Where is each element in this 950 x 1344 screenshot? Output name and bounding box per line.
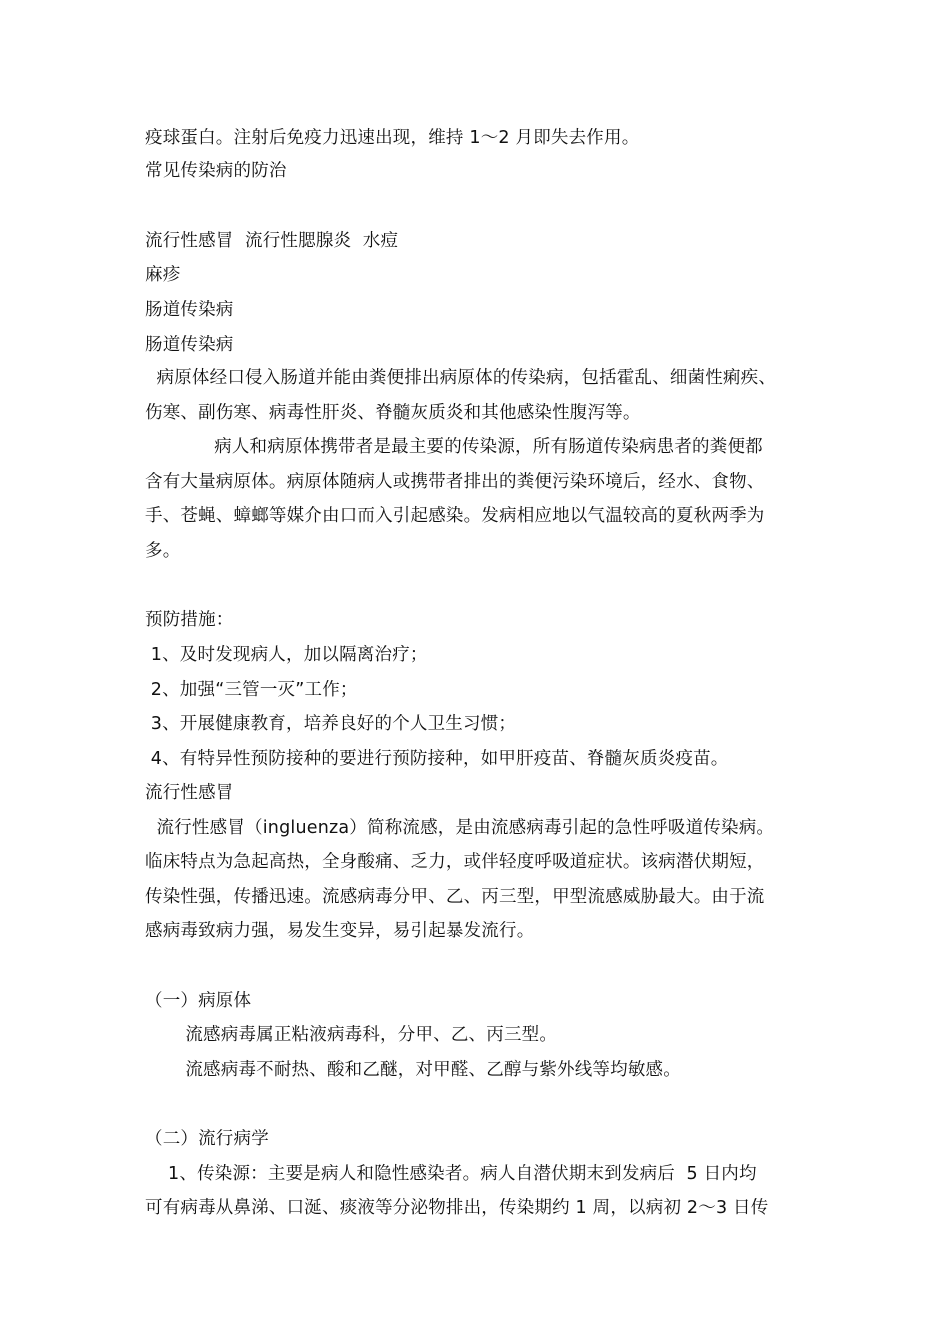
text-line: 含有大量病原体。病原体随病人或携带者排出的粪便污染环境后，经水、食物、 [145,472,765,492]
text-line: 临床特点为急起高热，全身酸痛、乏力，或伴轻度呼吸道症状。该病潜伏期短， [145,852,765,872]
text-line: 疫球蛋白。注射后免疫力迅速出现，维持 1～2 月即失去作用。 [145,128,640,148]
text-line: 感病毒致病力强，易发生变异，易引起暴发流行。 [145,921,535,941]
text-line: 1、传染源：主要是病人和隐性感染者。病人自潜伏期末到发病后 5 日内均 [145,1164,757,1184]
list-item: 1、及时发现病人，加以隔离治疗； [145,645,428,665]
text-line: 流感病毒不耐热、酸和乙醚，对甲醛、乙醇与紫外线等均敏感。 [145,1060,681,1080]
section-heading: （一）病原体 [145,991,252,1011]
text-line: 流感病毒属正粘液病毒科，分甲、乙、丙三型。 [145,1025,558,1045]
section-heading: 预防措施： [145,610,234,630]
list-item: 3、开展健康教育，培养良好的个人卫生习惯； [145,714,517,734]
text-line: 病人和病原体携带者是最主要的传染源，所有肠道传染病患者的粪便都 [145,437,763,457]
text-line: 可有病毒从鼻涕、口涎、痰液等分泌物排出，传染期约 1 周，以病初 2～3 日传 [145,1198,769,1218]
text-line: 手、苍蝇、蟑螂等媒介由口而入引起感染。发病相应地以气温较高的夏秋两季为 [145,506,765,526]
section-heading: 流行性感冒 [145,783,234,803]
section-heading: 常见传染病的防治 [145,161,287,181]
list-item: 4、有特异性预防接种的要进行预防接种，如甲肝疫苗、脊髓灰质炎疫苗。 [145,749,729,769]
text-line: 病原体经口侵入肠道并能由粪便排出病原体的传染病，包括霍乱、细菌性痢疾、 [145,368,777,388]
text-line: 肠道传染病 [145,300,234,320]
text-line: 伤寒、副伤寒、病毒性肝炎、脊髓灰质炎和其他感染性腹泻等。 [145,403,641,423]
text-line: 多。 [145,541,181,561]
list-item: 2、加强“三管一灭”工作； [145,680,358,700]
section-heading: 肠道传染病 [145,335,234,355]
text-line: 流行性感冒 流行性腮腺炎 水痘 [145,231,399,251]
section-heading: （二）流行病学 [145,1129,269,1149]
text-line: 流行性感冒（ingluenza）简称流感，是由流感病毒引起的急性呼吸道传染病。 [145,818,775,838]
text-line: 麻疹 [145,265,181,285]
text-line: 传染性强，传播迅速。流感病毒分甲、乙、丙三型，甲型流感威胁最大。由于流 [145,887,765,907]
